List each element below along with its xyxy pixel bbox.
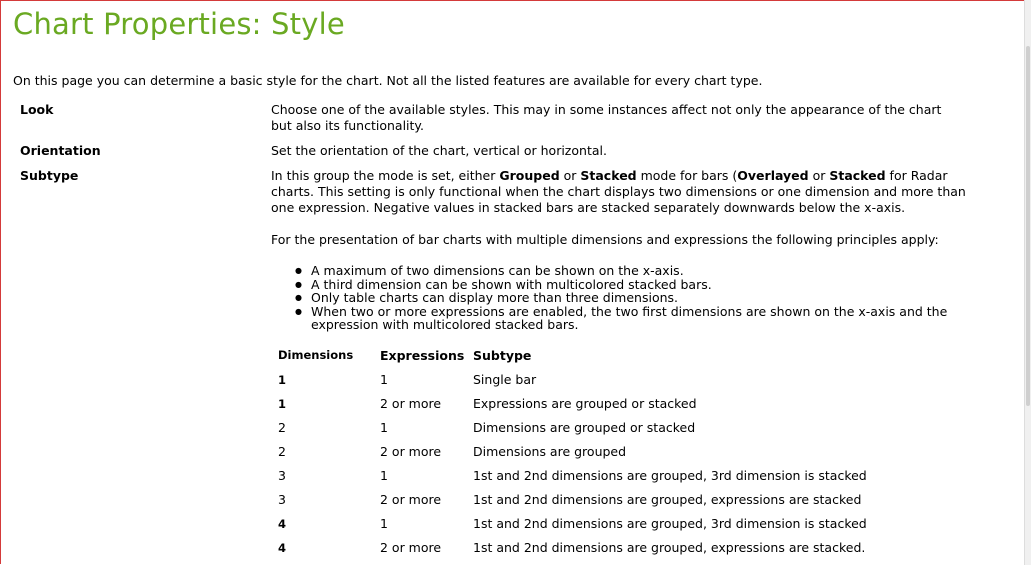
desc-orientation: Set the orientation of the chart, vertical or horizontal.	[271, 143, 607, 158]
subtype-p1-line3: one expression. Negative values in stacked bars are stacked separately downwards below the x-axis.	[271, 200, 906, 215]
term-grouped: Grouped	[499, 168, 560, 183]
cell-subtype: Expressions are grouped or stacked	[473, 396, 697, 411]
term-look: Look	[20, 102, 54, 117]
cell-expressions: 2 or more	[380, 540, 442, 555]
cell-expressions: 1	[380, 468, 388, 483]
subtype-p2: For the presentation of bar charts with multiple dimensions and expressions the following principles apply:	[271, 232, 939, 247]
subtype-p1-line2: charts. This setting is only functional when the chart displays two dimensions or one dimension and more than	[271, 184, 966, 199]
list-item-continuation: expression with multicolored stacked bars.	[311, 317, 579, 332]
principles-list	[295, 264, 985, 332]
text-fragment: In this group the mode is set, either	[271, 168, 500, 183]
cell-dimensions: 4	[278, 541, 287, 555]
desc-look-line2: but also its functionality.	[271, 118, 425, 133]
cell-dimensions: 1	[278, 397, 287, 411]
cell-expressions: 1	[380, 372, 388, 387]
cell-subtype: 1st and 2nd dimensions are grouped, 3rd dimension is stacked	[473, 468, 867, 483]
cell-subtype: 1st and 2nd dimensions are grouped, expressions are stacked.	[473, 540, 866, 555]
scrollbar-thumb[interactable]	[1026, 46, 1030, 406]
cell-subtype: Single bar	[473, 372, 537, 387]
text-fragment: or	[808, 168, 830, 183]
cell-expressions: 1	[380, 516, 388, 531]
term-orientation: Orientation	[20, 143, 101, 158]
term-overlayed: Overlayed	[737, 168, 809, 183]
text-fragment: mode for bars (	[636, 168, 738, 183]
page-title: Chart Properties: Style	[13, 7, 345, 41]
table-header-expressions: Expressions	[380, 348, 465, 363]
text-fragment: for Radar	[885, 168, 948, 183]
desc-look	[271, 102, 1016, 134]
list-item: ● When two or more expressions are enabled, the two first dimensions are shown on the x-axis and the	[295, 305, 985, 319]
text-fragment: or	[559, 168, 581, 183]
desc-subtype	[271, 168, 1016, 248]
list-item: ● A maximum of two dimensions can be shown on the x-axis.	[295, 264, 985, 278]
list-item: ● A third dimension can be shown with multicolored stacked bars.	[295, 278, 985, 292]
cell-expressions: 2 or more	[380, 444, 442, 459]
cell-dimensions: 3	[278, 492, 286, 507]
table-header-subtype: Subtype	[473, 348, 532, 363]
cell-subtype: Dimensions are grouped	[473, 444, 627, 459]
cell-dimensions: 2	[278, 420, 286, 435]
cell-subtype: 1st and 2nd dimensions are grouped, expressions are stacked	[473, 492, 862, 507]
cell-dimensions: 4	[278, 517, 287, 531]
list-item: ● Only table charts can display more than three dimensions.	[295, 291, 985, 305]
subtype-p1-line1	[271, 168, 1016, 184]
cell-expressions: 2 or more	[380, 492, 442, 507]
desc-look-line1: Choose one of the available styles. This may in some instances affect not only the appearance of the chart	[271, 102, 942, 117]
table-header-dimensions: Dimensions	[278, 348, 354, 362]
term-stacked: Stacked	[580, 168, 637, 183]
vertical-scrollbar[interactable]	[1024, 0, 1031, 565]
intro-text: On this page you can determine a basic style for the chart. Not all the listed features are available for every chart type.	[13, 73, 763, 88]
cell-subtype: 1st and 2nd dimensions are grouped, 3rd dimension is stacked	[473, 516, 867, 531]
cell-dimensions: 3	[278, 468, 286, 483]
cell-dimensions: 1	[278, 373, 287, 387]
cell-expressions: 1	[380, 420, 388, 435]
cell-expressions: 2 or more	[380, 396, 442, 411]
cell-dimensions: 2	[278, 444, 286, 459]
cell-subtype: Dimensions are grouped or stacked	[473, 420, 696, 435]
term-stacked: Stacked	[829, 168, 886, 183]
term-subtype: Subtype	[20, 168, 79, 183]
